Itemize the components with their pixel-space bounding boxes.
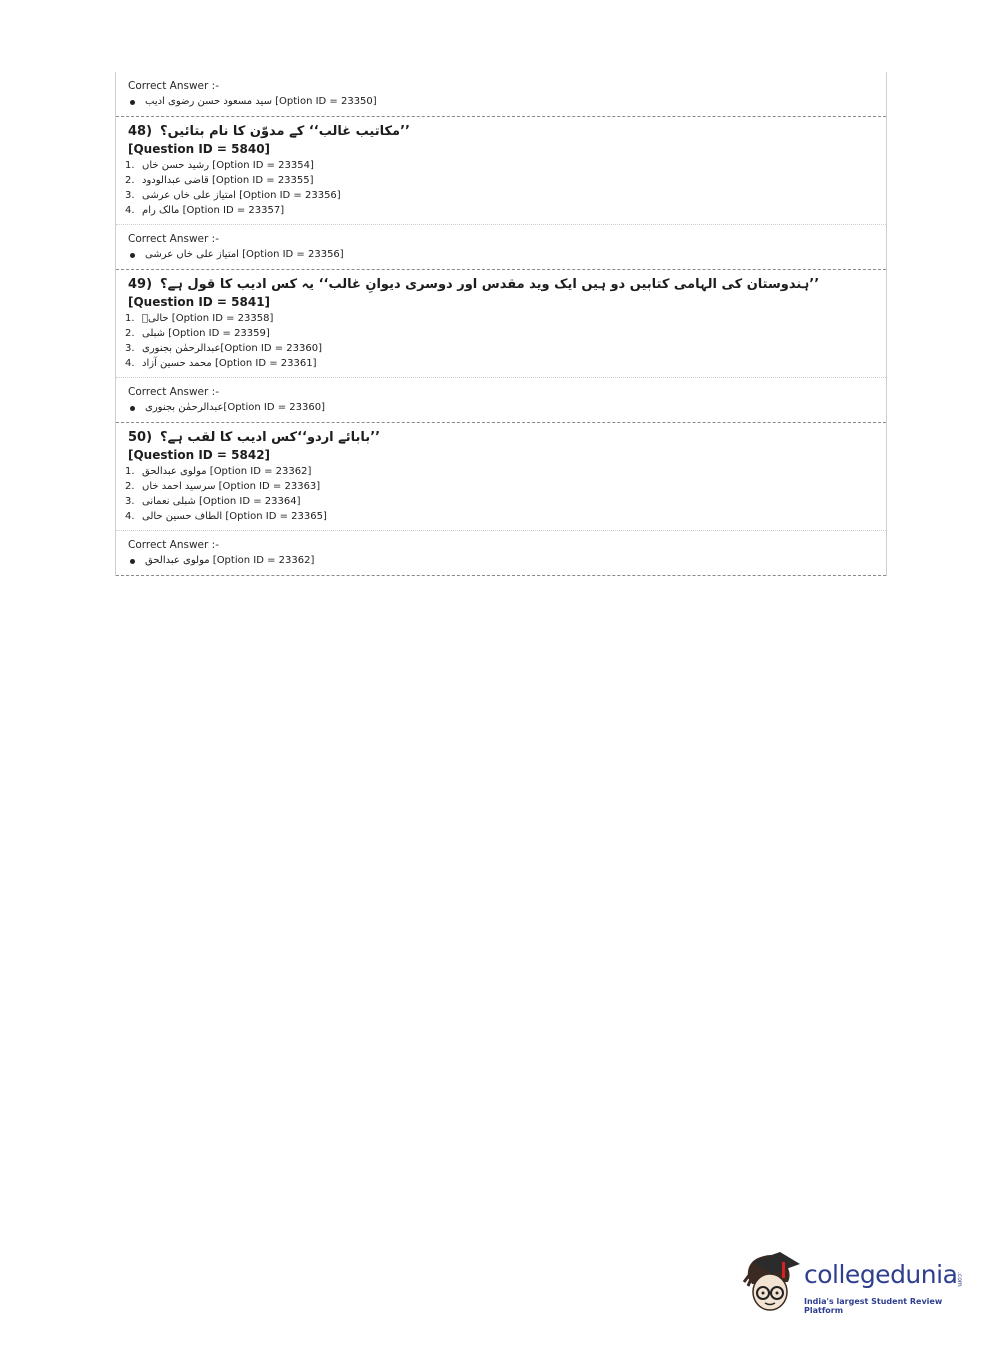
question-id: [Question ID = 5840] (128, 142, 271, 156)
correct-answer-item (128, 247, 886, 263)
bullet-icon (130, 406, 135, 411)
correct-answer-text: سید مسعود حسن رضوی ادیب [Option ID = 23350] (145, 96, 377, 107)
option-text: سرسید احمد خاں [Option ID = 23363] (142, 481, 321, 492)
question-heading (128, 123, 886, 141)
option-text: مالک رام [Option ID = 23357] (142, 205, 285, 216)
question-id: [Question ID = 5841] (128, 295, 271, 309)
option-item (125, 158, 886, 173)
collegedunia-logo (742, 1248, 972, 1318)
option-item (125, 494, 886, 509)
option-item (125, 188, 886, 203)
option-text: حالیؔ [Option ID = 23358] (142, 313, 274, 324)
question-number: 49) (128, 277, 153, 292)
option-number: 2. (125, 481, 135, 492)
question-id: [Question ID = 5842] (128, 448, 271, 462)
option-item (125, 203, 886, 218)
correct-answer-text: عبدالرحمٰن بجنوری[Option ID = 23360] (145, 402, 325, 413)
option-item (125, 479, 886, 494)
question-number: 48) (128, 124, 153, 139)
correct-answer-label: Correct Answer :- (128, 233, 219, 245)
question-text: ’’مکاتیب غالب‘‘ کے مدوّن کا نام بتائیں؟ (160, 124, 410, 139)
question-sheet (115, 72, 887, 576)
correct-answer-item (128, 553, 886, 569)
option-number: 1. (125, 466, 135, 477)
option-text: عبدالرحمٰن بجنوری[Option ID = 23360] (142, 343, 322, 354)
question-number: 50) (128, 430, 153, 445)
option-text: الطاف حسین حالی [Option ID = 23365] (142, 511, 327, 522)
correct-answer-section (116, 72, 886, 116)
option-number: 3. (125, 343, 135, 354)
question-heading (128, 429, 886, 447)
option-number: 1. (125, 313, 135, 324)
question-block-50 (116, 423, 886, 576)
option-item (125, 356, 886, 371)
question-block-49 (116, 270, 886, 423)
bullet-icon (130, 100, 135, 105)
option-text: محمد حسین آزاد [Option ID = 23361] (142, 358, 317, 369)
bullet-icon (130, 559, 135, 564)
correct-answer-section (116, 378, 886, 422)
option-item (125, 509, 886, 524)
option-text: رشید حسن خاں [Option ID = 23354] (142, 160, 314, 171)
option-text: امتیاز علی خاں عرشی [Option ID = 23356] (142, 190, 341, 201)
option-text: شبلی [Option ID = 23359] (142, 328, 270, 339)
option-number: 4. (125, 358, 135, 369)
correct-answer-label: Correct Answer :- (128, 80, 219, 92)
option-number: 4. (125, 511, 135, 522)
question-block-48 (116, 117, 886, 270)
option-number: 3. (125, 190, 135, 201)
option-number: 3. (125, 496, 135, 507)
option-item (125, 326, 886, 341)
option-item (125, 341, 886, 356)
option-number: 2. (125, 328, 135, 339)
correct-answer-section (116, 225, 886, 269)
mascot-icon (742, 1248, 802, 1318)
option-text: قاضی عبدالودود [Option ID = 23355] (142, 175, 314, 186)
question-body (116, 117, 886, 224)
option-number: 2. (125, 175, 135, 186)
correct-answer-item (128, 94, 886, 110)
option-item (125, 464, 886, 479)
option-text: شبلی نعمانی [Option ID = 23364] (142, 496, 301, 507)
correct-answer-label: Correct Answer :- (128, 539, 219, 551)
correct-answer-section (116, 531, 886, 575)
correct-answer-item (128, 400, 886, 416)
option-text: مولوی عبدالحق [Option ID = 23362] (142, 466, 312, 477)
question-body (116, 423, 886, 530)
correct-answer-text: امتیاز علی خاں عرشی [Option ID = 23356] (145, 249, 344, 260)
option-item (125, 173, 886, 188)
question-heading (128, 276, 886, 294)
logo-wordmark: collegedunia (804, 1260, 958, 1289)
question-text: ’’ہندوستان کی الہامی کتابیں دو ہیں ایک وید مقدس اور دوسری دیوانِ غالب‘‘ یہ کس ادیب کا قول ہے؟ (160, 277, 820, 292)
option-number: 1. (125, 160, 135, 171)
option-number: 4. (125, 205, 135, 216)
correct-answer-label: Correct Answer :- (128, 386, 219, 398)
answer-block-47 (116, 72, 886, 117)
correct-answer-text: مولوی عبدالحق [Option ID = 23362] (145, 555, 315, 566)
question-body (116, 270, 886, 377)
logo-com: .com (956, 1272, 963, 1287)
logo-tagline: India's largest Student Review Platform (804, 1297, 943, 1315)
bullet-icon (130, 253, 135, 258)
option-item (125, 311, 886, 326)
question-text: ’’بابائے اردو‘‘کس ادیب کا لقب ہے؟ (160, 430, 381, 445)
